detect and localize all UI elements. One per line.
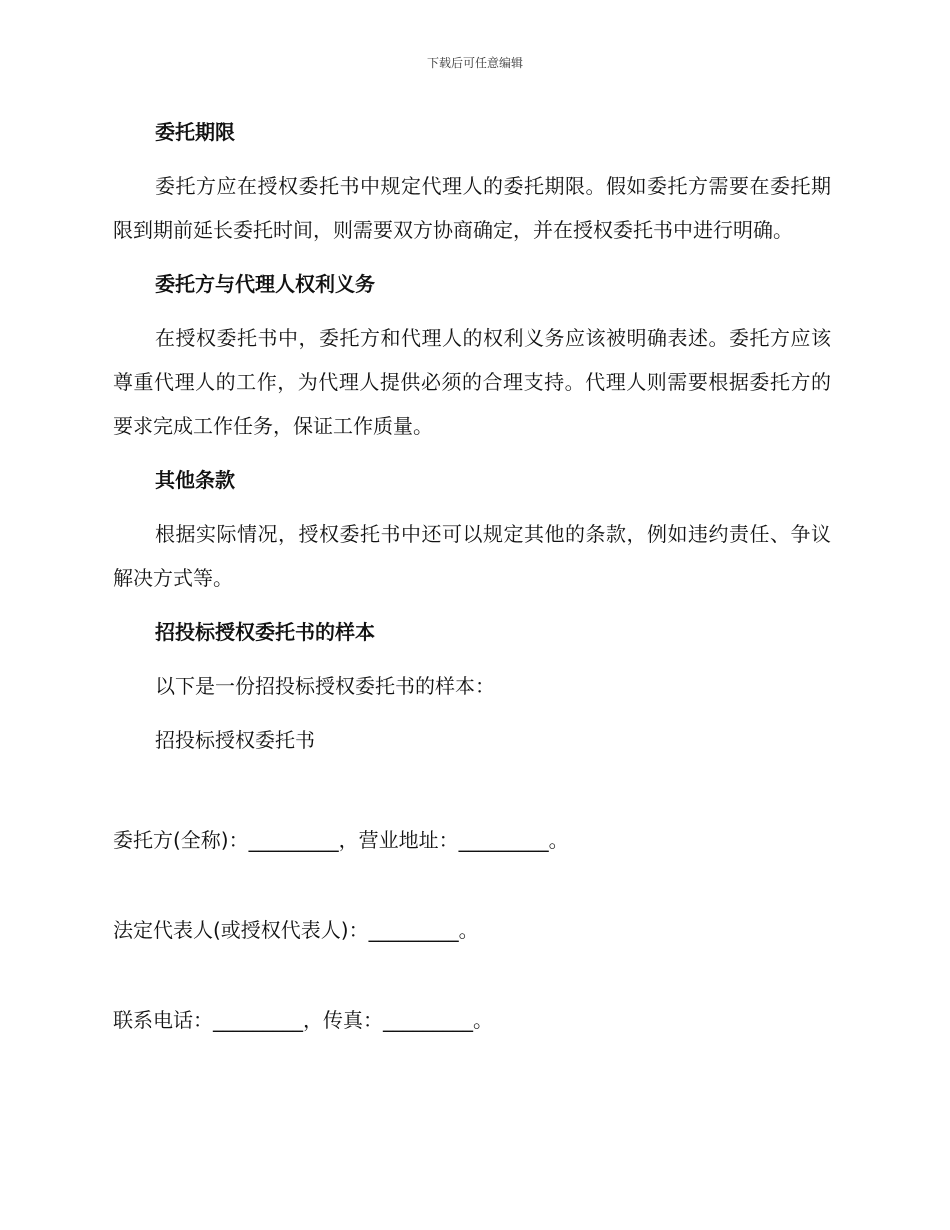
section-term	[113, 110, 831, 252]
form-field-contact: 联系电话：_________，传真：_________。	[113, 1008, 493, 1032]
sample-title: 招投标授权委托书	[155, 728, 315, 752]
section-rights-obligations	[113, 262, 831, 448]
section-sample	[113, 610, 831, 708]
blank-line	[113, 862, 831, 908]
blank-line	[113, 772, 831, 818]
section-heading: 委托方与代理人权利义务	[155, 272, 375, 296]
form-field-legal-representative: 法定代表人(或授权代表人)：_________。	[113, 918, 479, 942]
section-heading: 其他条款	[155, 468, 235, 492]
section-heading: 招投标授权委托书的样本	[155, 620, 375, 644]
blank-line	[113, 952, 831, 998]
page-header-note: 下载后可任意编辑	[426, 56, 523, 70]
document-body	[113, 110, 831, 1042]
section-other-terms	[113, 458, 831, 600]
section-paragraph: 在授权委托书中，委托方和代理人的权利义务应该被明确表述。委托方应该尊重代理人的工作，为代理人提供必须的合理支持。代理人则需要根据委托方的要求完成工作任务，保证工作质量。	[113, 326, 831, 438]
section-paragraph: 以下是一份招投标授权委托书的样本：	[155, 674, 495, 698]
form-field-principal: 委托方(全称)：_________，营业地址：_________。	[113, 828, 569, 852]
section-paragraph: 根据实际情况，授权委托书中还可以规定其他的条款，例如违约责任、争议解决方式等。	[113, 522, 831, 590]
section-heading: 委托期限	[155, 120, 235, 144]
section-paragraph: 委托方应在授权委托书中规定代理人的委托期限。假如委托方需要在委托期限到期前延长委托时间，则需要双方协商确定，并在授权委托书中进行明确。	[113, 174, 831, 242]
